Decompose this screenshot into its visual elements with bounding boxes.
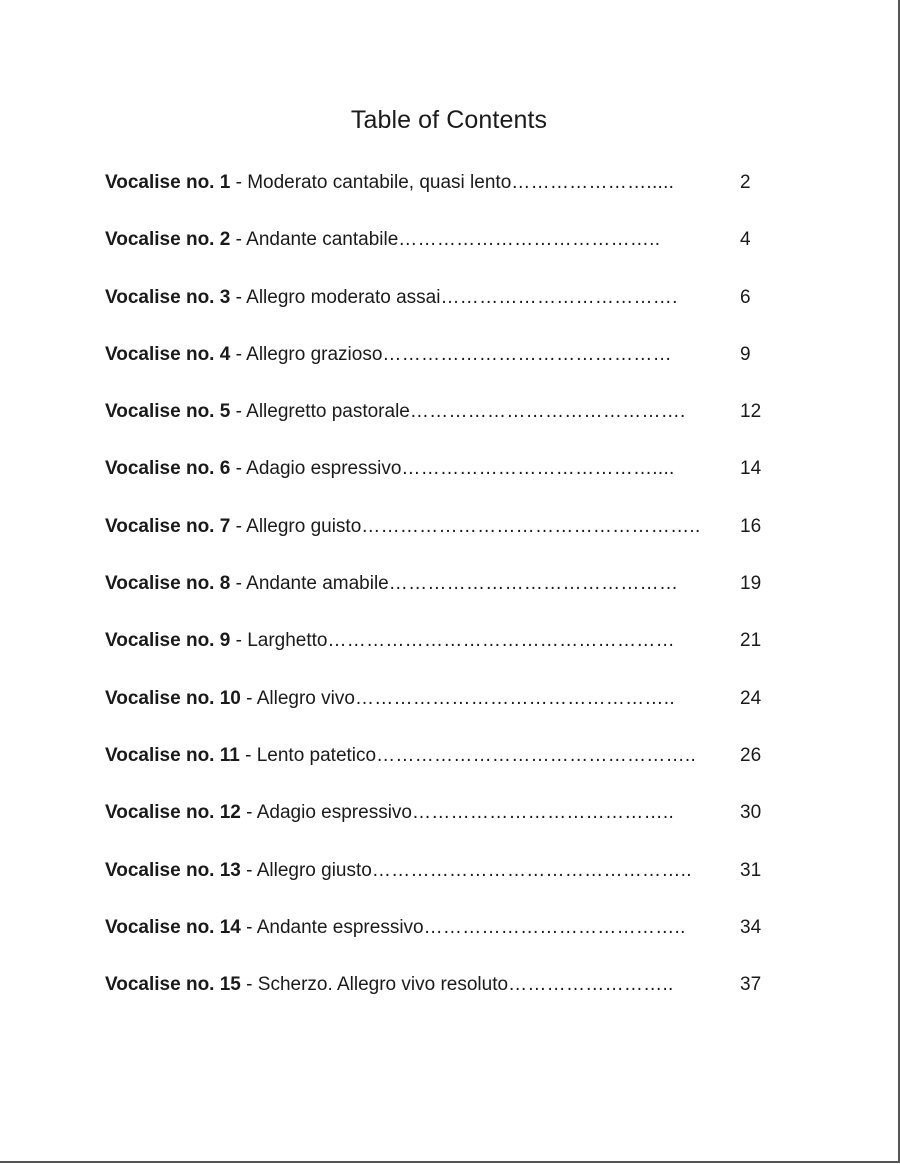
entry-label bbox=[105, 341, 382, 369]
entry-label bbox=[105, 799, 412, 827]
dot-leader: ………………………………………….. bbox=[376, 744, 697, 766]
entry-description: - Allegretto pastorale bbox=[230, 401, 410, 423]
entry-label bbox=[105, 971, 508, 999]
toc-entry bbox=[105, 398, 785, 455]
entry-label bbox=[105, 627, 327, 655]
entry-number: Vocalise no. 3 bbox=[105, 286, 231, 308]
dot-leader: ………………………………….... bbox=[401, 458, 675, 480]
dot-leader: ………………………………. bbox=[440, 286, 678, 308]
toc-entry bbox=[105, 971, 785, 1028]
toc-entry bbox=[105, 857, 785, 914]
dot-leader: …………………..... bbox=[511, 172, 675, 193]
entry-number: Vocalise no. 5 bbox=[105, 401, 231, 423]
toc-entry bbox=[105, 570, 785, 627]
entry-description: - Andante amabile bbox=[230, 573, 389, 595]
entry-description: - Allegro grazioso bbox=[230, 343, 383, 365]
toc-entry bbox=[105, 455, 785, 512]
entry-number: Vocalise no. 6 bbox=[105, 458, 231, 480]
entry-label bbox=[105, 570, 389, 598]
toc-entry bbox=[105, 513, 785, 570]
entry-label bbox=[105, 857, 372, 885]
entry-page-number: 12 bbox=[740, 401, 762, 423]
entry-description: - Lento patetico bbox=[239, 744, 377, 766]
entry-page-number: 34 bbox=[740, 916, 762, 938]
table-of-contents bbox=[105, 169, 785, 1028]
entry-label bbox=[105, 914, 424, 942]
toc-entry bbox=[105, 799, 785, 856]
entry-page-number: 21 bbox=[740, 630, 762, 652]
dot-leader: ……………………………………… bbox=[388, 573, 679, 595]
page-title: Table of Contents bbox=[350, 106, 548, 134]
entry-number: Vocalise no. 4 bbox=[105, 343, 231, 365]
toc-entry bbox=[105, 284, 785, 341]
entry-number: Vocalise no. 8 bbox=[105, 573, 231, 595]
toc-entry bbox=[105, 627, 785, 684]
entry-number: Vocalise no. 7 bbox=[105, 515, 231, 537]
entry-page-number: 2 bbox=[740, 172, 751, 193]
entry-label bbox=[105, 513, 361, 541]
entry-description: - Andante cantabile bbox=[230, 229, 399, 251]
entry-description: - Andante espressivo bbox=[240, 916, 424, 938]
dot-leader: ………………………………………….. bbox=[354, 687, 675, 709]
entry-description: - Larghetto bbox=[230, 630, 328, 652]
entry-number: Vocalise no. 12 bbox=[105, 802, 241, 824]
entry-description: - Allegro moderato assai bbox=[230, 286, 441, 308]
entry-page-number: 37 bbox=[740, 974, 762, 996]
entry-number: Vocalise no. 13 bbox=[105, 859, 241, 881]
entry-number: Vocalise no. 11 bbox=[105, 744, 240, 766]
entry-number: Vocalise no. 14 bbox=[105, 916, 241, 938]
entry-number: Vocalise no. 1 bbox=[105, 172, 231, 193]
entry-number: Vocalise no. 10 bbox=[105, 687, 241, 709]
toc-entry bbox=[105, 914, 785, 971]
entry-label bbox=[105, 398, 410, 426]
entry-number: Vocalise no. 15 bbox=[105, 974, 241, 996]
entry-description: - Scherzo. Allegro vivo resoluto bbox=[240, 974, 509, 996]
entry-description: - Allegro vivo bbox=[240, 687, 355, 709]
entry-page-number: 19 bbox=[740, 573, 762, 595]
dot-leader: ……………………………………. bbox=[409, 401, 686, 423]
dot-leader: …………………….. bbox=[508, 974, 674, 996]
entry-label bbox=[105, 455, 401, 483]
entry-page-number: 6 bbox=[740, 286, 751, 308]
entry-description: - Allegro giusto bbox=[240, 859, 372, 881]
toc-entry bbox=[105, 169, 785, 226]
entry-page-number: 14 bbox=[740, 458, 762, 480]
entry-page-number: 9 bbox=[740, 343, 751, 365]
entry-label bbox=[105, 169, 511, 197]
entry-description: - Adagio espressivo bbox=[230, 458, 402, 480]
entry-label bbox=[105, 742, 376, 770]
entry-description: - Allegro guisto bbox=[230, 515, 362, 537]
entry-page-number: 16 bbox=[740, 515, 762, 537]
entry-page-number: 26 bbox=[740, 744, 762, 766]
dot-leader: ………………………………….. bbox=[423, 916, 686, 938]
entry-page-number: 30 bbox=[740, 802, 762, 824]
dot-leader: ……………………………………… bbox=[382, 343, 672, 365]
entry-label bbox=[105, 685, 355, 713]
entry-label bbox=[105, 284, 440, 312]
toc-entry bbox=[105, 685, 785, 742]
entry-number: Vocalise no. 9 bbox=[105, 630, 231, 652]
entry-description: - Adagio espressivo bbox=[240, 802, 412, 824]
entry-page-number: 4 bbox=[740, 229, 751, 251]
dot-leader: ………………………………….. bbox=[398, 229, 661, 251]
dot-leader: ……………………………………………… bbox=[327, 630, 675, 652]
dot-leader: ………………………………….. bbox=[411, 802, 675, 824]
entry-page-number: 24 bbox=[740, 687, 762, 709]
toc-entry bbox=[105, 226, 785, 283]
entry-description: - Moderato cantabile, quasi lento bbox=[230, 172, 512, 193]
entry-number: Vocalise no. 2 bbox=[105, 229, 231, 251]
toc-entry bbox=[105, 341, 785, 398]
entry-label bbox=[105, 226, 398, 254]
toc-entry bbox=[105, 742, 785, 799]
dot-leader: ………………………………………….. bbox=[371, 859, 692, 881]
entry-page-number: 31 bbox=[740, 859, 762, 881]
dot-leader: …………………………………………….. bbox=[361, 515, 701, 537]
